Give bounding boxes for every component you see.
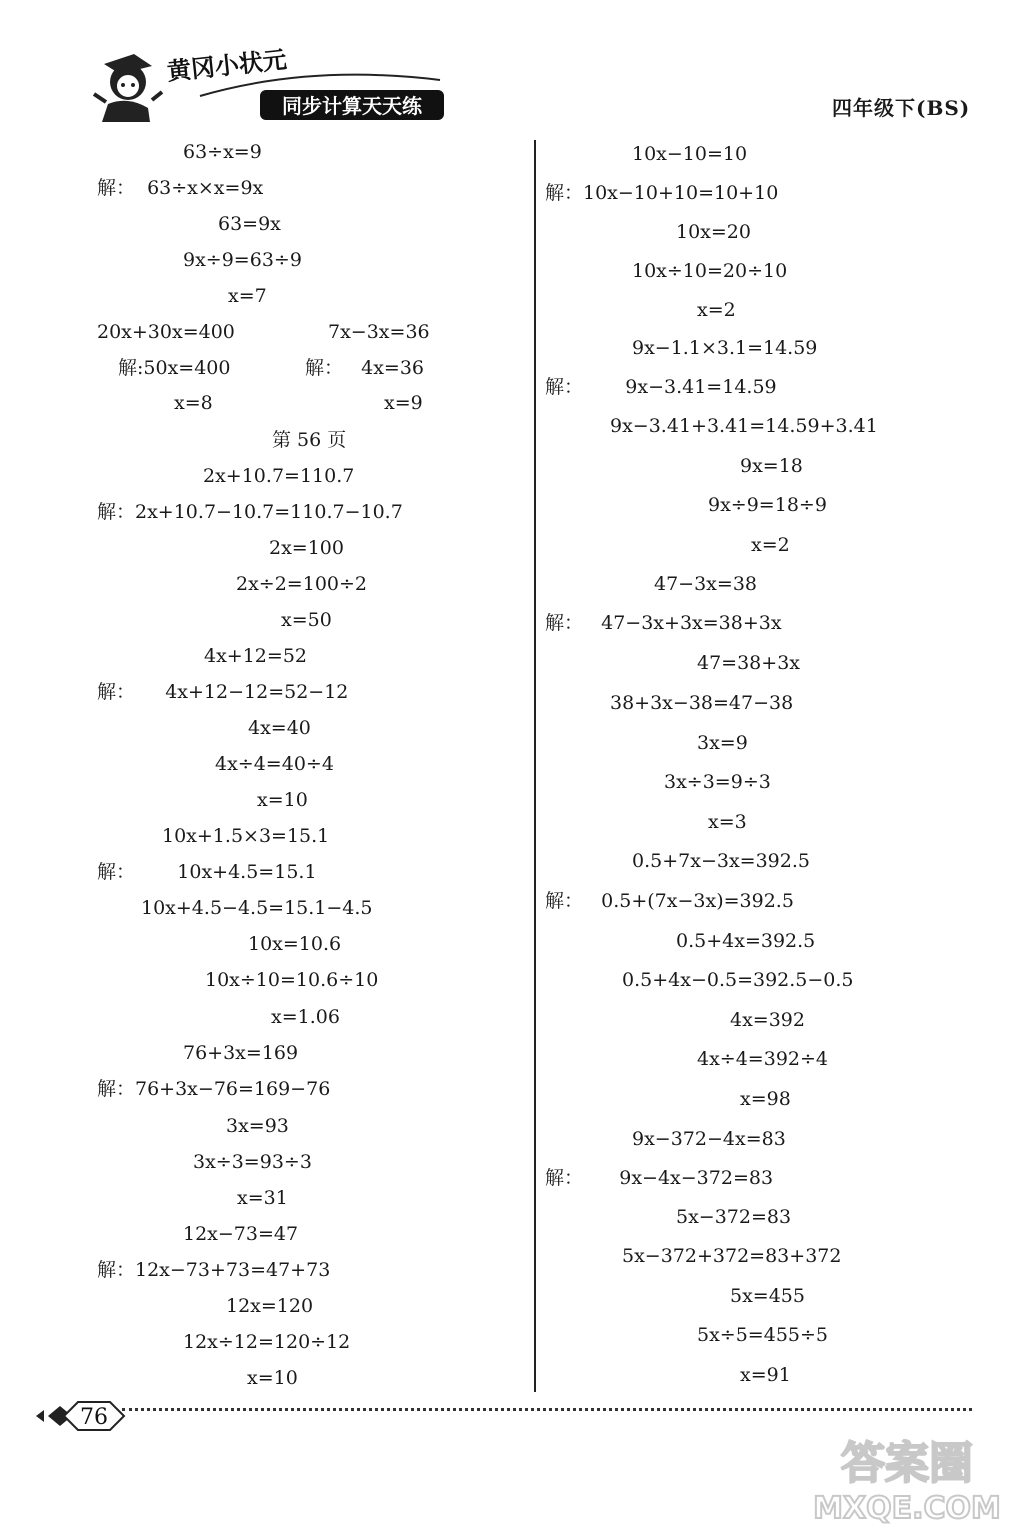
equation-line: 12x÷12=120÷12 <box>183 1331 351 1353</box>
equation-line: 4x÷4=392÷4 <box>697 1048 829 1070</box>
equation-line: 9x÷9=18÷9 <box>708 494 827 516</box>
equation-line: x=7 <box>228 285 267 307</box>
equation-line: 解： 0.5+(7x−3x)=392.5 <box>545 890 794 912</box>
page-header <box>0 0 1027 130</box>
equation-line: 解： 9x−3.41=14.59 <box>545 376 777 398</box>
watermark-logo <box>807 1426 1007 1526</box>
equation-line: x=9 <box>384 392 423 414</box>
footer-dotted-rule <box>122 1408 972 1413</box>
equation-line: 2x=100 <box>269 537 344 559</box>
equation-line: 12x=120 <box>226 1295 314 1317</box>
equation-line: 76+3x=169 <box>183 1042 299 1064</box>
equation-line: 解：2x+10.7−10.7=110.7−10.7 <box>97 501 403 523</box>
equation-line: 解： 4x=36 <box>305 357 425 379</box>
equation-line: 5x−372+372=83+372 <box>622 1245 842 1267</box>
equation-line: 7x−3x=36 <box>328 321 430 343</box>
equation-line: x=91 <box>740 1364 791 1386</box>
equation-line: 解：10x−10+10=10+10 <box>545 182 779 204</box>
equation-line: 解：76+3x−76=169−76 <box>97 1078 331 1100</box>
equation-line: 解： 9x−4x−372=83 <box>545 1167 774 1189</box>
equation-line: 0.5+4x−0.5=392.5−0.5 <box>622 969 854 991</box>
equation-line: 解： 63÷x×x=9x <box>97 177 264 199</box>
equation-line: 9x÷9=63÷9 <box>183 249 302 271</box>
grade-label: 四年级下(BS) <box>832 96 971 120</box>
equation-line: 63÷x=9 <box>183 141 262 163</box>
equation-line: x=10 <box>247 1367 298 1389</box>
equation-line: 10x+4.5−4.5=15.1−4.5 <box>141 897 373 919</box>
equation-line: 10x−10=10 <box>632 143 748 165</box>
equation-line: 2x÷2=100÷2 <box>236 573 368 595</box>
equation-line: 10x=20 <box>676 221 751 243</box>
equation-line: x=50 <box>281 609 332 631</box>
page-number: 76 <box>80 1405 108 1430</box>
equation-line: 20x+30x=400 <box>97 321 235 343</box>
equation-line: 10x+1.5×3=15.1 <box>162 825 330 847</box>
equation-line: 3x=9 <box>697 732 748 754</box>
equation-line: 47−3x=38 <box>654 573 757 595</box>
equation-line: 3x=93 <box>226 1115 289 1137</box>
brand-logo <box>90 44 450 124</box>
equation-line: 解： 10x+4.5=15.1 <box>97 861 317 883</box>
equation-line: 0.5+7x−3x=392.5 <box>632 850 810 872</box>
svg-text:MXQE.COM: MXQE.COM <box>813 1491 1001 1526</box>
equation-line: 0.5+4x=392.5 <box>676 930 816 952</box>
equation-line: 4x÷4=40÷4 <box>215 753 334 775</box>
equation-line: 解： 47−3x+3x=38+3x <box>545 612 782 634</box>
mascot-icon <box>94 54 162 122</box>
equation-line: x=31 <box>237 1187 288 1209</box>
equation-line: 47=38+3x <box>697 652 800 674</box>
svg-text:答案圈: 答案圈 <box>841 1438 973 1489</box>
equation-line: 63=9x <box>218 213 281 235</box>
equation-line: 10x÷10=20÷10 <box>632 260 788 282</box>
equation-line: 解： 4x+12−12=52−12 <box>97 681 349 703</box>
equation-line: 9x=18 <box>740 455 803 477</box>
equation-line: 10x=10.6 <box>248 933 342 955</box>
equation-line: 9x−1.1×3.1=14.59 <box>632 337 818 359</box>
equation-line: x=8 <box>174 392 213 414</box>
equation-line: 第 56 页 <box>272 429 347 451</box>
svg-text:黄冈小状元: 黄冈小状元 <box>165 45 288 86</box>
equation-line: 4x+12=52 <box>204 645 307 667</box>
equation-line: 9x−372−4x=83 <box>632 1128 786 1150</box>
equation-line: x=10 <box>257 789 308 811</box>
equation-line: x=2 <box>697 299 736 321</box>
equation-line: 4x=392 <box>730 1009 805 1031</box>
equation-line: x=98 <box>740 1088 791 1110</box>
equation-line: 2x+10.7=110.7 <box>203 465 355 487</box>
equation-line: 5x=455 <box>730 1285 805 1307</box>
equation-line: 5x÷5=455÷5 <box>697 1324 829 1346</box>
equation-line: 5x−372=83 <box>676 1206 792 1228</box>
svg-text:同步计算天天练: 同步计算天天练 <box>282 94 422 118</box>
equation-line: x=2 <box>751 534 790 556</box>
equation-line: 4x=40 <box>248 717 311 739</box>
page-number-badge <box>34 1398 134 1434</box>
column-divider <box>534 140 536 1392</box>
equation-line: 9x−3.41+3.41=14.59+3.41 <box>610 415 878 437</box>
equation-line: x=1.06 <box>271 1006 340 1028</box>
equation-line: 12x−73=47 <box>183 1223 299 1245</box>
equation-line: 解：12x−73+73=47+73 <box>97 1259 331 1281</box>
equation-line: x=3 <box>708 811 747 833</box>
equation-line: 3x÷3=9÷3 <box>664 771 771 793</box>
equation-line: 解:50x=400 <box>118 357 231 379</box>
equation-line: 3x÷3=93÷3 <box>193 1151 312 1173</box>
equation-line: 38+3x−38=47−38 <box>610 692 794 714</box>
equation-line: 10x÷10=10.6÷10 <box>205 969 379 991</box>
